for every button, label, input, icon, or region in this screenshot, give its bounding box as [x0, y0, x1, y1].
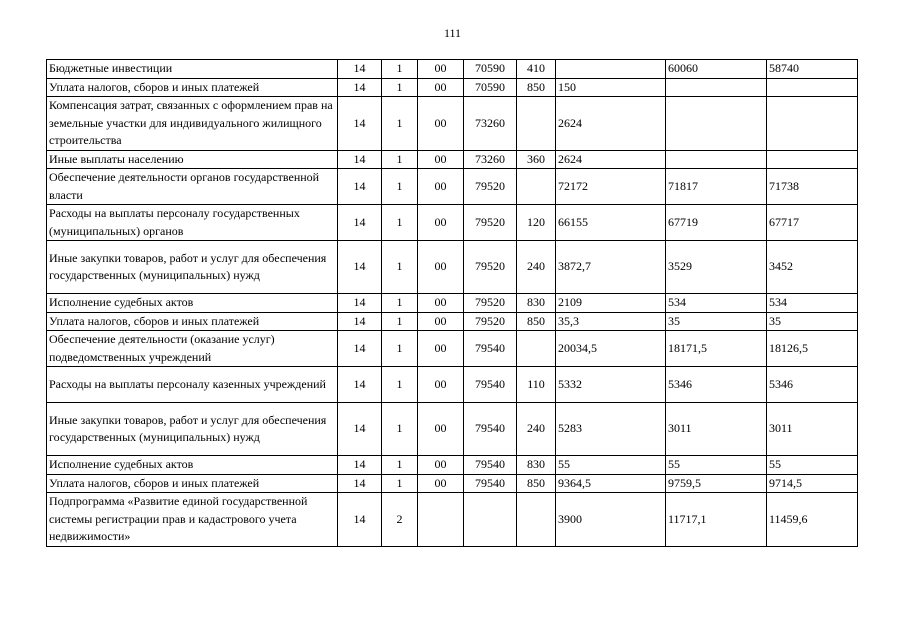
amount-year3-cell: 534 — [767, 294, 858, 313]
subsection-code-cell: 1 — [382, 150, 418, 169]
amount-year1-cell: 3900 — [556, 493, 666, 547]
table-row — [47, 60, 858, 79]
table-row — [47, 150, 858, 169]
amount-year2-cell — [666, 78, 767, 97]
amount-year2-cell: 5346 — [666, 367, 767, 403]
expense-type-cell: 830 — [517, 456, 556, 475]
section-code-cell: 14 — [338, 205, 382, 241]
target-article-cell: 70590 — [464, 78, 517, 97]
section-code-cell: 14 — [338, 367, 382, 403]
amount-year3-cell: 35 — [767, 312, 858, 331]
section-code-cell: 14 — [338, 97, 382, 151]
subsection-code-cell: 1 — [382, 97, 418, 151]
target-article-cell: 79520 — [464, 312, 517, 331]
expense-type-cell: 240 — [517, 403, 556, 456]
amount-year2-cell: 71817 — [666, 169, 767, 205]
subsection-code-cell: 1 — [382, 312, 418, 331]
amount-year1-cell: 2624 — [556, 150, 666, 169]
expense-name-cell: Уплата налогов, сборов и иных платежей — [47, 78, 338, 97]
expense-name-cell: Исполнение судебных актов — [47, 456, 338, 475]
amount-year1-cell: 55 — [556, 456, 666, 475]
target-article-cell: 79540 — [464, 474, 517, 493]
amount-year3-cell: 71738 — [767, 169, 858, 205]
amount-year2-cell: 18171,5 — [666, 331, 767, 367]
target-article-cell: 79540 — [464, 331, 517, 367]
table-row — [47, 456, 858, 475]
expense-type-cell — [517, 97, 556, 151]
expense-name-cell: Иные выплаты населению — [47, 150, 338, 169]
section-code-cell: 14 — [338, 60, 382, 79]
section-code-cell: 14 — [338, 294, 382, 313]
amount-year3-cell — [767, 78, 858, 97]
expense-type-cell: 120 — [517, 205, 556, 241]
amount-year2-cell: 35 — [666, 312, 767, 331]
program-code-cell: 00 — [418, 367, 464, 403]
expense-name-cell: Подпрограмма «Развитие единой государственной системы регистрации прав и кадастрового учета недвижимости» — [47, 493, 338, 547]
section-code-cell: 14 — [338, 150, 382, 169]
table-row — [47, 97, 858, 151]
amount-year3-cell: 18126,5 — [767, 331, 858, 367]
expense-type-cell: 360 — [517, 150, 556, 169]
expense-name-cell: Обеспечение деятельности органов государственной власти — [47, 169, 338, 205]
amount-year3-cell: 3452 — [767, 241, 858, 294]
expense-type-cell — [517, 331, 556, 367]
program-code-cell: 00 — [418, 456, 464, 475]
program-code-cell: 00 — [418, 403, 464, 456]
program-code-cell: 00 — [418, 331, 464, 367]
section-code-cell: 14 — [338, 474, 382, 493]
target-article-cell: 73260 — [464, 150, 517, 169]
amount-year3-cell: 11459,6 — [767, 493, 858, 547]
amount-year3-cell: 58740 — [767, 60, 858, 79]
expense-type-cell: 830 — [517, 294, 556, 313]
amount-year2-cell: 3529 — [666, 241, 767, 294]
subsection-code-cell: 1 — [382, 294, 418, 313]
expense-name-cell: Обеспечение деятельности (оказание услуг) подведомственных учреждений — [47, 331, 338, 367]
amount-year2-cell: 11717,1 — [666, 493, 767, 547]
table-row — [47, 312, 858, 331]
expense-name-cell: Иные закупки товаров, работ и услуг для обеспечения государственных (муниципальных) нужд — [47, 241, 338, 294]
program-code-cell: 00 — [418, 294, 464, 313]
program-code-cell: 00 — [418, 241, 464, 294]
table-row — [47, 169, 858, 205]
expense-type-cell: 850 — [517, 78, 556, 97]
table-row — [47, 294, 858, 313]
target-article-cell: 79540 — [464, 367, 517, 403]
target-article-cell: 79520 — [464, 241, 517, 294]
expense-type-cell — [517, 493, 556, 547]
amount-year1-cell: 5332 — [556, 367, 666, 403]
expense-name-cell: Компенсация затрат, связанных с оформлением прав на земельные участки для индивидуального жилищного строительства — [47, 97, 338, 151]
section-code-cell: 14 — [338, 312, 382, 331]
expense-type-cell: 850 — [517, 474, 556, 493]
amount-year3-cell: 55 — [767, 456, 858, 475]
amount-year3-cell: 3011 — [767, 403, 858, 456]
subsection-code-cell: 1 — [382, 241, 418, 294]
amount-year2-cell: 55 — [666, 456, 767, 475]
subsection-code-cell: 1 — [382, 60, 418, 79]
program-code-cell: 00 — [418, 150, 464, 169]
amount-year3-cell: 67717 — [767, 205, 858, 241]
expense-type-cell: 110 — [517, 367, 556, 403]
amount-year1-cell: 5283 — [556, 403, 666, 456]
target-article-cell: 79540 — [464, 456, 517, 475]
expense-type-cell: 850 — [517, 312, 556, 331]
amount-year1-cell: 66155 — [556, 205, 666, 241]
target-article-cell: 73260 — [464, 97, 517, 151]
amount-year3-cell: 9714,5 — [767, 474, 858, 493]
expense-type-cell: 410 — [517, 60, 556, 79]
expense-name-cell: Исполнение судебных актов — [47, 294, 338, 313]
section-code-cell: 14 — [338, 331, 382, 367]
expense-type-cell: 240 — [517, 241, 556, 294]
amount-year1-cell: 3872,7 — [556, 241, 666, 294]
program-code-cell: 00 — [418, 474, 464, 493]
program-code-cell — [418, 493, 464, 547]
program-code-cell: 00 — [418, 97, 464, 151]
amount-year1-cell: 35,3 — [556, 312, 666, 331]
amount-year3-cell — [767, 150, 858, 169]
program-code-cell: 00 — [418, 312, 464, 331]
subsection-code-cell: 1 — [382, 205, 418, 241]
target-article-cell — [464, 493, 517, 547]
amount-year1-cell: 2109 — [556, 294, 666, 313]
table-row — [47, 403, 858, 456]
subsection-code-cell: 1 — [382, 169, 418, 205]
table-row — [47, 78, 858, 97]
expense-name-cell: Расходы на выплаты персоналу казенных учреждений — [47, 367, 338, 403]
table-row — [47, 493, 858, 547]
subsection-code-cell: 1 — [382, 367, 418, 403]
table-row — [47, 367, 858, 403]
budget-table — [46, 59, 858, 547]
amount-year3-cell — [767, 97, 858, 151]
section-code-cell: 14 — [338, 241, 382, 294]
amount-year1-cell: 150 — [556, 78, 666, 97]
subsection-code-cell: 2 — [382, 493, 418, 547]
table-row — [47, 241, 858, 294]
subsection-code-cell: 1 — [382, 331, 418, 367]
amount-year2-cell: 534 — [666, 294, 767, 313]
amount-year1-cell: 72172 — [556, 169, 666, 205]
expense-type-cell — [517, 169, 556, 205]
amount-year2-cell — [666, 97, 767, 151]
amount-year2-cell: 67719 — [666, 205, 767, 241]
subsection-code-cell: 1 — [382, 403, 418, 456]
table-row — [47, 474, 858, 493]
subsection-code-cell: 1 — [382, 456, 418, 475]
amount-year1-cell: 2624 — [556, 97, 666, 151]
program-code-cell: 00 — [418, 60, 464, 79]
amount-year2-cell: 3011 — [666, 403, 767, 456]
amount-year3-cell: 5346 — [767, 367, 858, 403]
amount-year2-cell: 60060 — [666, 60, 767, 79]
program-code-cell: 00 — [418, 169, 464, 205]
expense-name-cell: Иные закупки товаров, работ и услуг для обеспечения государственных (муниципальных) нужд — [47, 403, 338, 456]
target-article-cell: 79520 — [464, 294, 517, 313]
section-code-cell: 14 — [338, 456, 382, 475]
program-code-cell: 00 — [418, 205, 464, 241]
amount-year1-cell — [556, 60, 666, 79]
subsection-code-cell: 1 — [382, 474, 418, 493]
section-code-cell: 14 — [338, 493, 382, 547]
target-article-cell: 79520 — [464, 205, 517, 241]
section-code-cell: 14 — [338, 403, 382, 456]
amount-year2-cell: 9759,5 — [666, 474, 767, 493]
table-row — [47, 331, 858, 367]
section-code-cell: 14 — [338, 169, 382, 205]
program-code-cell: 00 — [418, 78, 464, 97]
expense-name-cell: Уплата налогов, сборов и иных платежей — [47, 312, 338, 331]
subsection-code-cell: 1 — [382, 78, 418, 97]
section-code-cell: 14 — [338, 78, 382, 97]
amount-year2-cell — [666, 150, 767, 169]
page-number: 111 — [443, 26, 462, 40]
expense-name-cell: Расходы на выплаты персоналу государственных (муниципальных) органов — [47, 205, 338, 241]
target-article-cell: 70590 — [464, 60, 517, 79]
amount-year1-cell: 20034,5 — [556, 331, 666, 367]
table-row — [47, 205, 858, 241]
table-body — [47, 60, 858, 547]
target-article-cell: 79520 — [464, 169, 517, 205]
target-article-cell: 79540 — [464, 403, 517, 456]
expense-name-cell: Уплата налогов, сборов и иных платежей — [47, 474, 338, 493]
expense-name-cell: Бюджетные инвестиции — [47, 60, 338, 79]
amount-year1-cell: 9364,5 — [556, 474, 666, 493]
